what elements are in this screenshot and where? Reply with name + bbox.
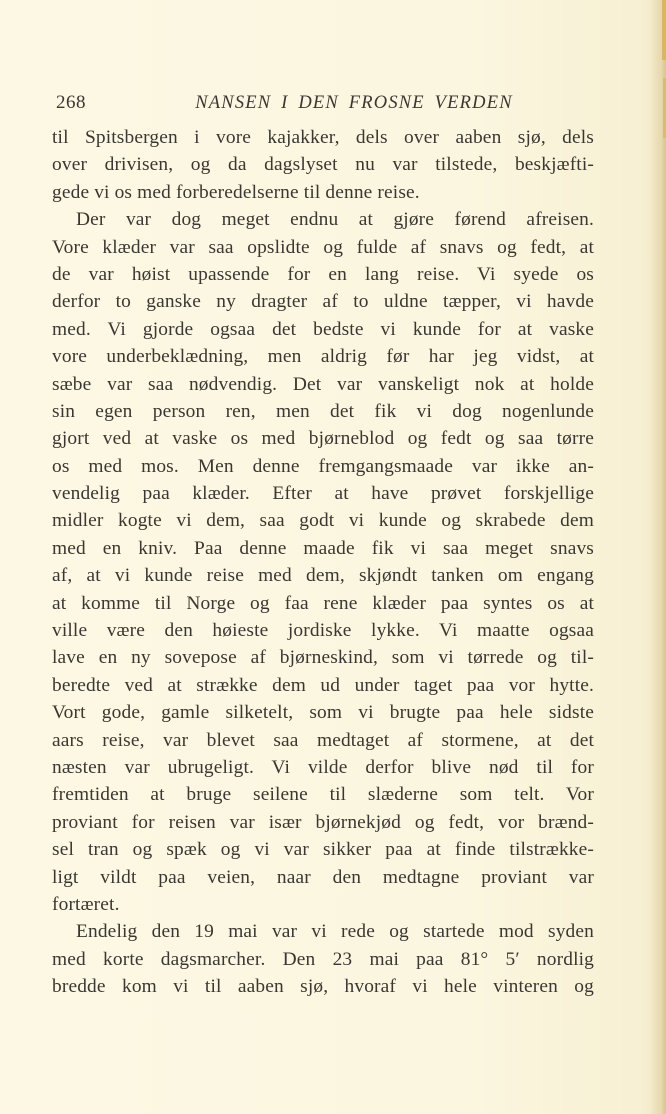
- text-line: med. Vi gjorde ogsaa det bedste vi kunde for at vaske: [52, 318, 594, 340]
- gilded-edge-mark: [662, 0, 666, 60]
- text-line: med en kniv. Paa denne maade fik vi saa meget snavs: [52, 537, 594, 559]
- text-line: fortæret.: [52, 893, 120, 915]
- text-line: at komme til Norge og faa rene klæder paa syntes os at: [52, 592, 594, 614]
- text-line: ligt vildt paa veien, naar den medtagne proviant var: [52, 866, 594, 888]
- text-line: beredte ved at strække dem ud under taget paa vor hytte.: [52, 674, 594, 696]
- text-line: vendelig paa klæder. Efter at have prøvet forskjellige: [52, 483, 594, 505]
- text-line: Endelig den 19 mai var vi rede og startede mod syden: [76, 921, 594, 943]
- page-edge-shadow: [650, 0, 666, 1114]
- text-line: til Spitsbergen i vore kajakker, dels over aaben sjø, dels: [52, 127, 594, 148]
- body-text: [52, 124, 594, 1001]
- running-head: NANSEN I DEN FROSNE VERDEN: [195, 93, 513, 113]
- text-line: lave en ny sovepose af bjørneskind, som vi tørrede og til-: [52, 647, 594, 669]
- text-line: ville være den høieste jordiske lykke. Vi maatte ogsaa: [52, 620, 594, 642]
- text-line: næsten var ubrugeligt. Vi vilde derfor blive nød til for: [52, 756, 594, 778]
- text-line: Der var dog meget endnu at gjøre førend afreisen.: [76, 209, 594, 231]
- text-line: gede vi os med forberedelserne til denne reise.: [52, 181, 420, 203]
- text-line: os med mos. Men denne fremgangsmaade var ikke an-: [52, 455, 594, 477]
- page-header: [56, 88, 616, 118]
- text-line: over drivisen, og da dagslyset nu var tilstede, beskjæfti-: [52, 154, 594, 176]
- text-line: med korte dagsmarcher. Den 23 mai paa 81° 5′ nordlig: [52, 948, 594, 970]
- text-line: aars reise, var blevet saa medtaget af stormene, at det: [52, 729, 594, 751]
- text-line: sin egen person ren, men det fik vi dog nogenlunde: [52, 400, 594, 422]
- text-line: bredde kom vi til aaben sjø, hvoraf vi hele vinteren og: [52, 976, 594, 998]
- text-line: af, at vi kunde reise med dem, skjøndt tanken om engang: [52, 565, 594, 587]
- text-line: proviant for reisen var især bjørnekjød og fedt, vor brænd-: [52, 811, 594, 833]
- text-line: midler kogte vi dem, saa godt vi kunde og skrabede dem: [52, 510, 594, 532]
- text-line: sel tran og spæk og vi var sikker paa at finde tilstrække-: [52, 839, 594, 861]
- text-line: Vort gode, gamle silketelt, som vi brugte paa hele sidste: [52, 702, 594, 724]
- text-line: Vore klæder var saa opslidte og fulde af snavs og fedt, at: [52, 236, 594, 258]
- text-line: vore underbeklædning, men aldrig før har jeg vidst, at: [52, 346, 594, 368]
- text-line: de var høist upassende for en lang reise. Vi syede os: [52, 263, 594, 285]
- page-number: 268: [56, 92, 86, 113]
- text-line: sæbe var saa nødvendig. Det var vanskeligt nok at holde: [52, 373, 594, 395]
- text-line: fremtiden at bruge seilene til slæderne som telt. Vor: [52, 784, 594, 806]
- text-line: gjort ved at vaske os med bjørneblod og fedt og saa tørre: [52, 428, 594, 450]
- text-line: derfor to ganske ny dragter af to uldne tæpper, vi havde: [52, 291, 594, 313]
